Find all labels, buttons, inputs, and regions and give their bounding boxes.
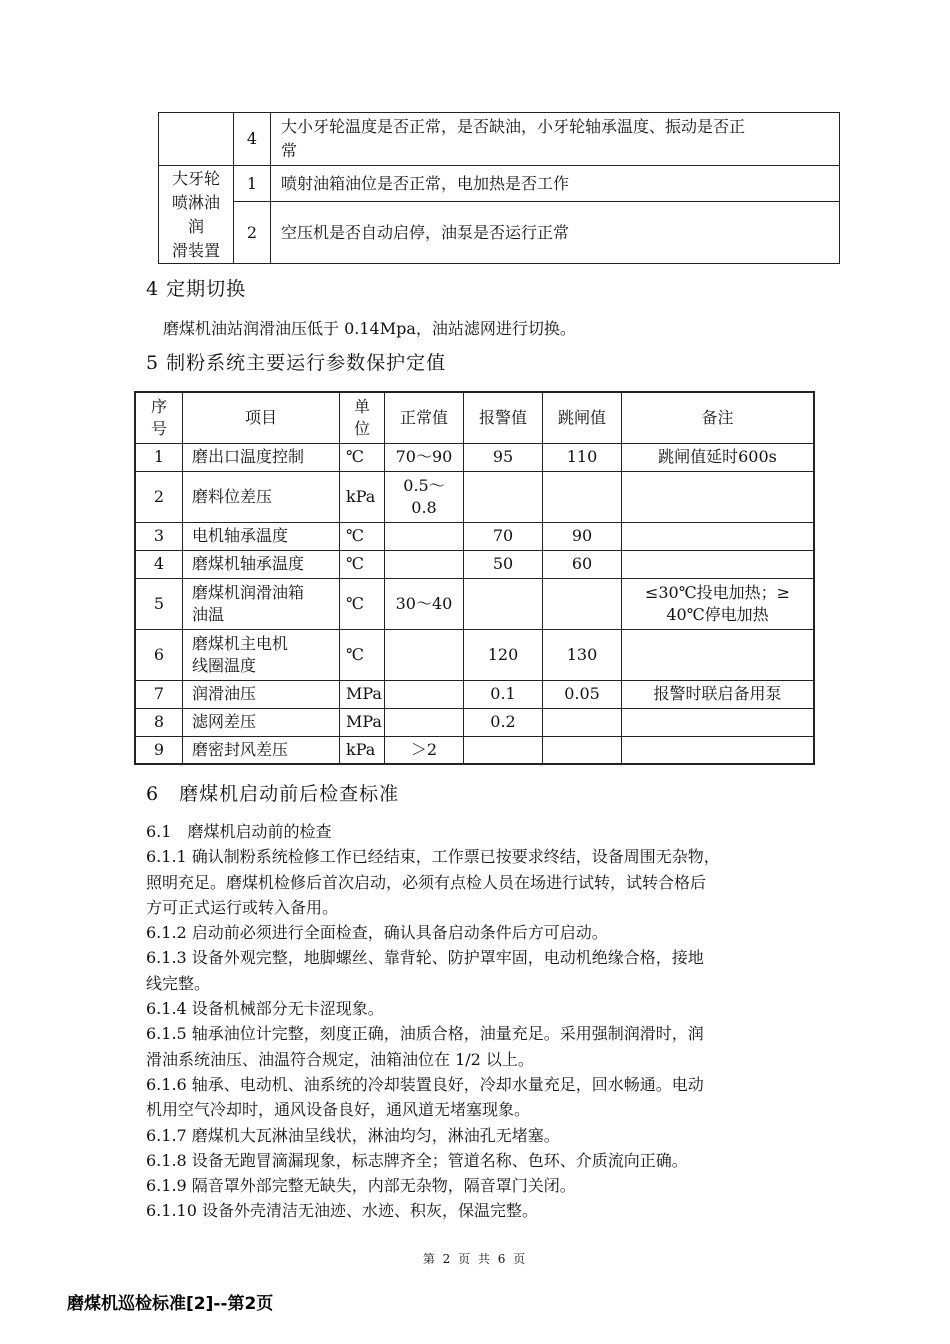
section-4-text: 磨煤机油站润滑油压低于 0.14Mpa，油站滤网进行切换。 (163, 319, 576, 338)
check-item-line: 常 (281, 141, 298, 160)
paragraph-line: 6.1.9 隔音罩外部完整无缺失，内部无杂物，隔音罩门关闭。 (146, 1176, 576, 1196)
row-number: 1 (234, 166, 271, 202)
header-unit: 单 位 (340, 392, 385, 443)
paragraph-line: 滑油系统油压、油温符合规定，油箱油位在 1/2 以上。 (146, 1049, 534, 1069)
table-row: 2 磨料位差压 kPa 0.5～ 0.8 (135, 471, 814, 522)
check-item: 空压机是否自动启停，油泵是否运行正常 (271, 202, 840, 264)
group-line: 润 (187, 216, 204, 236)
header-item: 项目 (183, 392, 340, 443)
paragraph-line: 机用空气冷却时，通风设备良好，通风道无堵塞现象。 (146, 1100, 531, 1120)
group-cell (159, 166, 234, 264)
paragraph-line: 6.1 磨煤机启动前的检查 (146, 822, 332, 841)
group-line: 滑装置 (171, 240, 220, 260)
header-no: 序 号 (135, 392, 183, 443)
group-line: 大牙轮 (171, 168, 220, 188)
table-row: 5 磨煤机润滑油箱 油温 ℃ 30～40 ≤30℃投电加热；≥ 40℃停电加热 (135, 578, 814, 629)
row-number: 2 (234, 202, 271, 264)
document-caption: 磨煤机巡检标准[2]--第2页 (67, 1294, 274, 1314)
section-5-heading: 5 制粉系统主要运行参数保护定值 (146, 352, 447, 374)
table-row: 9 磨密封风差压 kPa ＞2 (135, 736, 814, 764)
page-number: 第 2 页 共 6 页 (422, 1252, 528, 1266)
paragraph-line: 方可正式运行或转入备用。 (146, 897, 339, 917)
group-cell (159, 113, 234, 166)
table-row: 4 磨煤机轴承温度 ℃ 50 60 (135, 550, 814, 578)
section-4-heading: 4 定期切换 (146, 278, 247, 300)
paragraph-line: 6.1.7 磨煤机大瓦淋油呈线状，淋油均匀，淋油孔无堵塞。 (146, 1125, 560, 1145)
table-row: 1 磨出口温度控制 ℃ 70～90 95 110 跳闸值延时600s (135, 443, 814, 471)
header-remark: 备注 (622, 392, 815, 443)
table-row (159, 113, 840, 166)
paragraph-line: 6.1.5 轴承油位计完整，刻度正确，油质合格，油量充足。采用强制润滑时，润 (146, 1024, 704, 1044)
paragraph-line: 6.1.3 设备外观完整，地脚螺丝、靠背轮、防护罩牢固，电动机绝缘合格，接地 (146, 948, 704, 968)
check-item-line: 大小牙轮温度是否正常，是否缺油，小牙轮轴承温度、振动是否正 (281, 117, 746, 136)
protection-settings-table (134, 391, 815, 765)
table-header-row (135, 392, 814, 443)
table-row: 3 电机轴承温度 ℃ 70 90 (135, 522, 814, 550)
paragraph-line: 照明充足。磨煤机检修后首次启动，必须有点检人员在场进行试转，试转合格后 (146, 872, 707, 892)
row-number: 4 (234, 113, 271, 166)
paragraph-line: 6.1.8 设备无跑冒滴漏现象，标志牌齐全；管道名称、色环、介质流向正确。 (146, 1150, 688, 1170)
header-normal: 正常值 (385, 392, 464, 443)
paragraph-line: 6.1.1 确认制粉系统检修工作已经结束，工作票已按要求终结，设备周围无杂物， (146, 847, 720, 867)
table-row (159, 166, 840, 202)
check-item: 喷射油箱油位是否正常，电加热是否工作 (271, 166, 840, 202)
inspection-table-continued (158, 112, 840, 264)
check-item (271, 113, 840, 166)
paragraph-line: 6.1.2 启动前必须进行全面检查，确认具备启动条件后方可启动。 (146, 923, 608, 943)
section-6-heading: 6 磨煤机启动前后检查标准 (146, 783, 400, 805)
paragraph-line: 6.1.6 轴承、电动机、油系统的冷却装置良好，冷却水量充足，回水畅通。电动 (146, 1074, 704, 1094)
header-trip: 跳闸值 (543, 392, 622, 443)
section-6-body (146, 819, 814, 1224)
group-line: 喷淋油 (171, 192, 220, 212)
table-row: 8 滤网差压 MPa 0.2 (135, 708, 814, 736)
table-row: 6 磨煤机主电机 线圈温度 ℃ 120 130 (135, 629, 814, 680)
header-alarm: 报警值 (464, 392, 543, 443)
paragraph-line: 线完整。 (146, 973, 211, 993)
table-row (159, 202, 840, 264)
paragraph-line: 6.1.4 设备机械部分无卡涩现象。 (146, 999, 384, 1019)
paragraph-line: 6.1.10 设备外壳清洁无油迹、水迹、积灰，保温完整。 (146, 1201, 538, 1221)
table-row: 7 润滑油压 MPa 0.1 0.05 报警时联启备用泵 (135, 680, 814, 708)
